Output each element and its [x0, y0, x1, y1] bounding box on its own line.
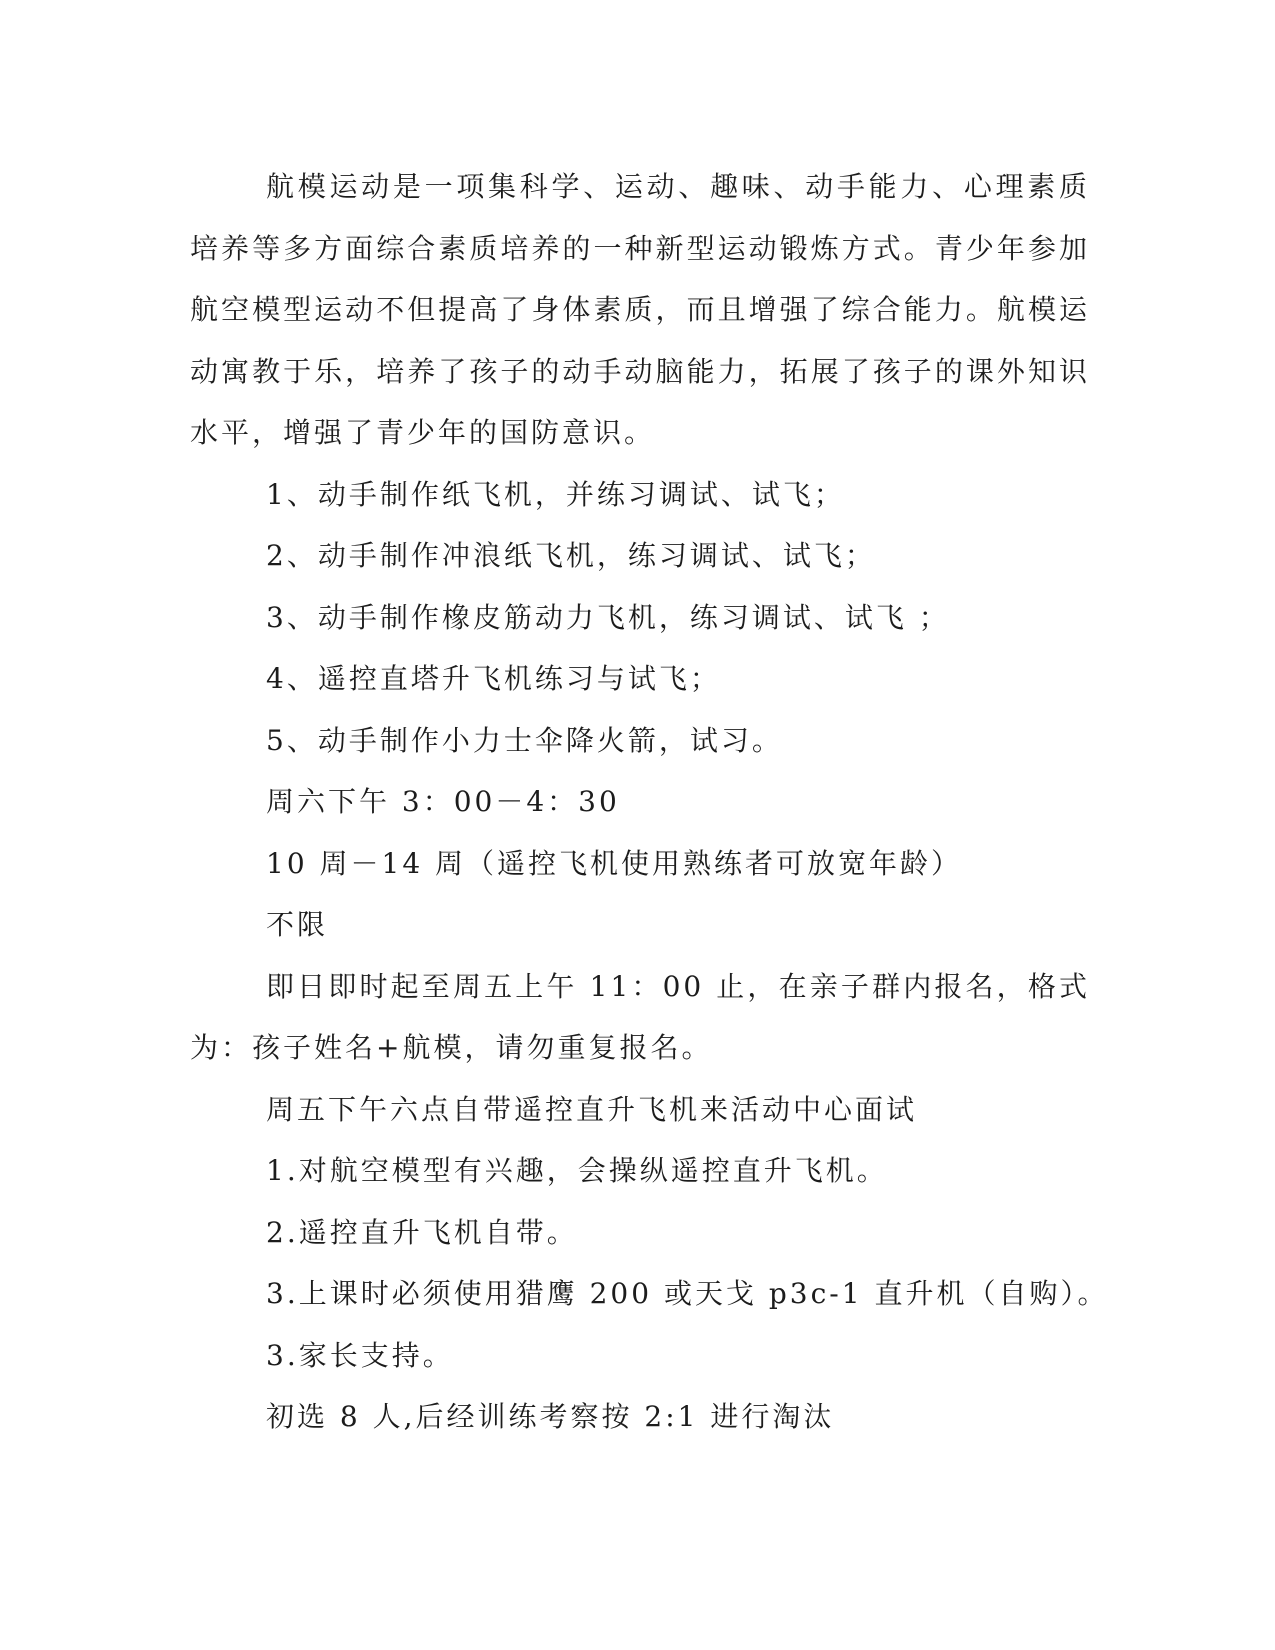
activity-item-5: 5、动手制作小力士伞降火箭，试习。 [266, 723, 783, 757]
requirement-item-2: 2.遥控直升飞机自带。 [266, 1215, 578, 1249]
activity-item-1: 1、动手制作纸飞机，并练习调试、试飞； [266, 477, 845, 511]
intro-paragraph: 航模运动是一项集科学、运动、趣味、动手能力、心理素质培养等多方面综合素质培养的一种新型运动锻炼方式。青少年参加航空模型运动不但提高了身体素质，而且增强了综合能力。航模运动寓教于乐，培养了孩子的动手动脑能力，拓展了孩子的课外知识水平，增强了青少年的国防意识。 [190, 170, 1090, 449]
requirement-item-1: 1.对航空模型有兴趣，会操纵遥控直升飞机。 [266, 1154, 888, 1187]
requirement-item-4: 3.家长支持。 [266, 1338, 454, 1372]
participant-limit: 不限 [266, 908, 329, 941]
interview-note: 周五下午六点自带遥控直升飞机来活动中心面试 [266, 1092, 918, 1126]
requirement-item-3: 3.上课时必须使用猎鹰 200 或天戈 p3c-1 直升机（自购）。 [266, 1277, 1109, 1310]
signup-paragraph: 即日即时起至周五上午 11：00 止，在亲子群内报名，格式为：孩子姓名+航模，请勿重复报名。 [190, 969, 1090, 1064]
activity-item-2: 2、动手制作冲浪纸飞机，练习调试、试飞； [266, 539, 876, 572]
activity-item-3: 3、动手制作橡皮筋动力飞机，练习调试、试飞 ； [266, 600, 950, 634]
selection-note: 初选 8 人,后经训练考察按 2:1 进行淘汰 [266, 1400, 835, 1433]
document-body [190, 156, 1109, 1448]
activity-item-4: 4、遥控直塔升飞机练习与试飞； [266, 662, 721, 695]
age-range: 10 周－14 周（遥控飞机使用熟练者可放宽年龄） [266, 846, 963, 880]
activity-time: 周六下午 3：00－4：30 [266, 785, 620, 818]
